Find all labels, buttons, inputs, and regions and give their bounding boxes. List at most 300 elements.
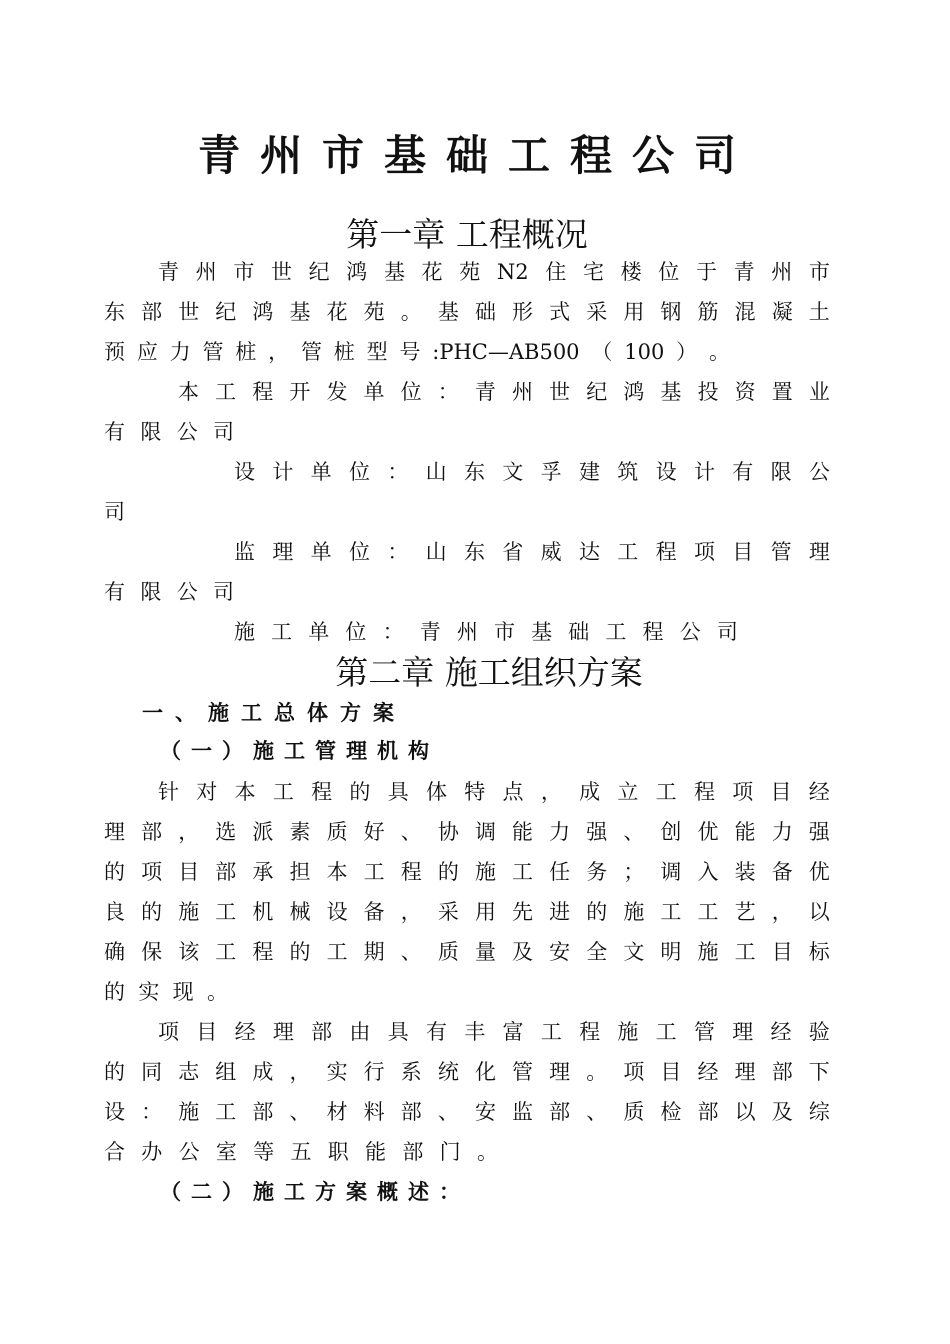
text-glyph: 施 [234,620,255,644]
text-glyph: 具 [387,780,409,804]
text-glyph: 部 [141,300,163,324]
text-glyph: 安 [549,940,571,964]
text-glyph: 办 [141,1140,163,1164]
text-glyph: 础 [568,620,590,644]
text-glyph: ， [268,340,290,364]
company-title: 青州市基础工程公司 [197,131,756,180]
text-glyph: 工 [215,380,237,404]
text-glyph: 计 [272,460,294,484]
text-glyph: 土 [808,300,830,324]
text-glyph: 监 [512,1100,534,1124]
text-glyph: 部 [252,1100,274,1124]
text-glyph: 单 [310,460,332,484]
text-glyph: 设 [326,900,348,924]
text-glyph: 世 [270,260,292,284]
text-glyph: 式 [549,300,571,324]
text-glyph: 、 [586,1100,608,1124]
text-glyph: 工 [734,940,756,964]
paragraph-line [104,332,730,372]
text-glyph: 理 [272,1020,294,1044]
text-glyph: 司 [104,500,125,524]
text-glyph: 力 [771,820,793,844]
text-glyph: 装 [734,860,756,884]
text-glyph: 理 [808,540,830,564]
text-glyph: 部 [771,1060,793,1084]
text-glyph: 纪 [308,260,330,284]
text-glyph: 志 [178,1060,200,1084]
text-glyph: 丰 [464,1020,486,1044]
text-glyph: 程 [693,780,715,804]
text-glyph: 市 [808,260,830,284]
text-glyph: 力 [549,820,571,844]
text-glyph: 采 [586,300,608,324]
text-glyph: 备 [363,900,385,924]
text-glyph: ， [540,780,562,804]
text-glyph: 世 [178,300,200,324]
text-glyph: 州 [511,380,533,404]
text-glyph: 基 [660,380,682,404]
text-glyph: 理 [549,1060,571,1084]
text-glyph: 山 [425,540,447,564]
text-glyph: 目 [660,1060,682,1084]
text-glyph: ； [623,860,645,884]
text-glyph: 花 [421,260,443,284]
text-glyph: 入 [697,860,719,884]
text-glyph: 经 [808,780,830,804]
text-glyph: 程 [400,860,422,884]
text-glyph: 。 [400,300,422,324]
text-glyph: 具 [387,1020,409,1044]
text-glyph: 目 [178,860,200,884]
text-glyph: 实 [326,1060,348,1084]
text-glyph: 工 [617,540,639,564]
paragraph-line [104,812,830,852]
text-glyph: 山 [425,460,447,484]
text-glyph: 部 [549,1100,571,1124]
text-glyph: N2 [496,260,529,284]
text-glyph: 程 [655,540,677,564]
text-glyph: 置 [771,380,793,404]
text-glyph: 工 [363,860,385,884]
text-glyph: 管 [300,340,322,364]
text-glyph: 、 [400,940,422,964]
text-glyph: 有 [104,580,125,604]
text-glyph: 施 [178,1100,200,1124]
text-glyph: 有 [732,460,754,484]
paragraph-line [234,532,830,572]
text-glyph: 强 [808,820,830,844]
text-glyph: 有 [104,420,125,444]
text-glyph: 的 [141,900,163,924]
text-glyph: 计 [693,460,715,484]
text-glyph: 经 [770,1020,792,1044]
text-glyph: 程 [579,1020,601,1044]
text-glyph: ： [387,540,409,564]
text-glyph: 青 [158,260,179,284]
text-glyph: 针 [158,780,179,804]
text-glyph: 强 [586,820,608,844]
text-glyph: 综 [808,1100,830,1124]
text-glyph: 职 [327,1140,349,1164]
text-glyph: 质 [623,1100,645,1124]
text-glyph: 程 [252,380,274,404]
text-glyph: 及 [512,940,534,964]
text-glyph: 项 [141,860,163,884]
text-glyph: 标 [808,940,830,964]
text-glyph: 验 [808,1020,830,1044]
text-glyph: 基 [437,300,459,324]
text-glyph: 部 [311,1020,333,1044]
text-glyph: 派 [252,820,274,844]
text-glyph: 桩 [333,340,355,364]
text-glyph: 混 [734,300,756,324]
text-glyph: 青 [474,380,496,404]
text-glyph: ， [400,900,422,924]
text-glyph: 门 [439,1140,461,1164]
text-glyph: 艺 [734,900,756,924]
text-glyph: 位 [400,380,422,404]
text-glyph: 、 [400,820,422,844]
text-glyph: 设 [234,460,255,484]
text-glyph: 应 [136,340,158,364]
text-glyph: 东 [463,460,485,484]
paragraph-line [234,612,738,652]
text-glyph: 素 [289,820,311,844]
text-glyph: 经 [697,1060,719,1084]
text-glyph: 承 [252,860,274,884]
text-glyph: 、 [623,820,645,844]
text-glyph: 能 [512,820,534,844]
text-glyph: 以 [808,900,830,924]
paragraph-line [104,1092,830,1132]
text-glyph: 理 [732,1020,754,1044]
text-glyph: 州 [771,260,793,284]
text-glyph: 工 [655,1020,677,1044]
text-glyph: 械 [289,900,311,924]
text-glyph: ： [387,460,409,484]
text-glyph: 管 [693,1020,715,1044]
text-glyph: 位 [658,260,680,284]
text-glyph: 项 [693,540,715,564]
text-glyph: 先 [512,900,534,924]
subsection-heading: （一）施工管理机构 [160,739,439,763]
text-glyph: 的 [586,900,608,924]
subsection-heading: （二）施工方案概述： [160,1180,470,1204]
text-glyph: 设 [104,1100,125,1124]
text-glyph: 工 [660,900,682,924]
text-glyph: 工 [540,1020,562,1044]
text-glyph: 调 [660,860,682,884]
text-glyph: 务 [586,860,608,884]
text-glyph: 以 [734,1100,756,1124]
text-glyph: 业 [808,380,830,404]
text-glyph: 东 [463,540,485,564]
text-glyph: 点 [502,780,524,804]
text-glyph: 本 [178,380,199,404]
text-glyph: 管 [202,340,224,364]
text-glyph: 司 [212,580,234,604]
text-glyph: 住 [545,260,567,284]
text-glyph: 、 [437,1100,459,1124]
text-glyph: 本 [234,780,256,804]
text-glyph: 。 [708,340,730,364]
text-glyph: 采 [437,900,459,924]
text-glyph: 础 [474,300,496,324]
text-glyph: 目 [770,780,792,804]
paragraph-line [104,972,228,1012]
text-glyph: 下 [808,1060,830,1084]
text-glyph: 系 [400,1060,422,1084]
text-glyph: 凝 [771,300,793,324]
text-glyph: 监 [234,540,255,564]
text-glyph: 调 [474,820,496,844]
chapter-2-heading: 第二章 施工组织方案 [335,653,643,692]
text-glyph: 对 [196,780,218,804]
text-glyph: 工 [271,620,293,644]
text-glyph: 实 [138,980,160,1004]
text-glyph: 工 [605,620,627,644]
paragraph-line [104,292,830,332]
text-glyph: 形 [512,300,534,324]
text-glyph: 体 [425,780,447,804]
text-glyph: 富 [502,1020,524,1044]
paragraph-line [104,572,234,612]
text-glyph: 备 [771,860,793,884]
text-glyph: 世 [549,380,571,404]
text-glyph: 孚 [540,460,562,484]
text-glyph: 100 [624,340,665,364]
text-glyph: 全 [586,940,608,964]
text-glyph: 进 [549,900,571,924]
text-glyph: 项 [158,1020,179,1044]
section-heading: 一、施工总体方案 [142,701,406,725]
text-glyph: 室 [215,1140,237,1164]
text-glyph: 鸿 [346,260,368,284]
text-glyph: 公 [178,1140,200,1164]
text-glyph: 现 [172,980,194,1004]
text-glyph: 由 [349,1020,371,1044]
text-glyph: 基 [531,620,553,644]
text-glyph: 组 [215,1060,237,1084]
paragraph-line [104,412,234,452]
text-glyph: 程 [642,620,664,644]
text-glyph: 合 [104,1140,125,1164]
text-glyph: 质 [326,820,348,844]
text-glyph: 纪 [586,380,608,404]
text-glyph: 项 [623,1060,645,1084]
text-glyph: 保 [141,940,163,964]
text-glyph: 部 [697,1100,719,1124]
text-glyph: 部 [402,1140,424,1164]
text-glyph: 检 [660,1100,682,1124]
text-glyph: 位 [348,540,370,564]
text-glyph: 行 [363,1060,385,1084]
paragraph-line [178,372,830,412]
paragraph-line [104,932,830,972]
text-glyph: 任 [549,860,571,884]
text-glyph: 达 [578,540,600,564]
paragraph-line [234,452,830,492]
text-glyph: 、 [289,1100,311,1124]
text-glyph: 的 [289,940,311,964]
paragraph-line [104,1132,498,1172]
text-glyph: 成 [252,1060,274,1084]
text-glyph: 威 [540,540,562,564]
text-glyph: 创 [660,820,682,844]
text-glyph: ， [289,1060,311,1084]
text-glyph: 用 [623,300,645,324]
text-glyph: 工 [215,1100,237,1124]
text-glyph: 经 [234,1020,256,1044]
text-glyph: ， [178,820,200,844]
text-glyph: 程 [311,780,333,804]
paragraph-line [158,252,830,292]
paragraph-line [104,892,830,932]
text-glyph: 苑 [363,300,385,324]
text-glyph: 的 [349,780,371,804]
text-glyph: 同 [141,1060,163,1084]
text-glyph: 能 [734,820,756,844]
text-glyph: 成 [579,780,601,804]
text-glyph: 基 [289,300,311,324]
text-glyph: 部 [400,1100,422,1124]
text-glyph: 公 [176,420,198,444]
text-glyph: 施 [623,900,645,924]
text-glyph: 施 [617,1020,639,1044]
text-glyph: 楼 [620,260,642,284]
text-glyph: 限 [770,460,792,484]
text-glyph: 单 [363,380,385,404]
text-glyph: ： [382,620,404,644]
text-glyph: 目 [771,940,793,964]
text-glyph: 管 [770,540,792,564]
text-glyph: 目 [732,540,754,564]
text-glyph: 于 [695,260,717,284]
text-glyph: 开 [289,380,311,404]
text-glyph: 力 [169,340,191,364]
text-glyph: 纪 [215,300,237,324]
text-glyph: 宅 [582,260,604,284]
text-glyph: 该 [178,940,200,964]
text-glyph: 工 [655,780,677,804]
text-glyph: 目 [196,1020,218,1044]
text-glyph: 限 [140,420,162,444]
text-glyph: 文 [623,940,645,964]
paragraph-line [104,492,134,532]
text-glyph: 的 [104,1060,125,1084]
text-glyph: 州 [195,260,217,284]
text-glyph: 投 [697,380,719,404]
text-glyph: 施 [474,860,496,884]
text-glyph: 位 [348,460,370,484]
text-glyph: 司 [716,620,738,644]
text-glyph: 工 [326,940,348,964]
text-glyph: 施 [178,900,200,924]
paragraph-line [158,1012,830,1052]
text-glyph: :PHC—AB500 [432,340,580,364]
text-glyph: 鸿 [252,300,274,324]
text-glyph: 司 [212,420,234,444]
text-glyph: 五 [290,1140,312,1164]
text-glyph: 及 [771,1100,793,1124]
text-glyph: 的 [104,980,125,1004]
text-glyph: 协 [437,820,459,844]
text-glyph: 良 [104,900,125,924]
text-glyph: 工 [215,900,237,924]
text-glyph: 筋 [697,300,719,324]
text-glyph: 等 [253,1140,275,1164]
text-glyph: 理 [104,820,125,844]
text-glyph: ： [141,1100,163,1124]
text-glyph: 限 [140,580,162,604]
text-glyph: 理 [272,540,294,564]
text-glyph: ， [771,900,793,924]
text-glyph: 青 [733,260,755,284]
text-glyph: 管 [512,1060,534,1084]
text-glyph: 项 [732,780,754,804]
text-glyph: 优 [697,820,719,844]
text-glyph: 好 [363,820,385,844]
chapter-1-heading: 第一章 工程概况 [346,215,588,254]
text-glyph: 建 [578,460,600,484]
text-glyph: 钢 [660,300,682,324]
text-glyph: ） [676,340,698,364]
text-glyph: 料 [363,1100,385,1124]
text-glyph: 工 [272,780,294,804]
text-glyph: 州 [456,620,478,644]
text-glyph: 青 [419,620,441,644]
text-glyph: 发 [326,380,348,404]
text-glyph: 鸿 [623,380,645,404]
paragraph-line [104,852,830,892]
text-glyph: 单 [310,540,332,564]
text-glyph: 工 [697,900,719,924]
text-glyph: 。 [586,1060,608,1084]
text-glyph: 质 [437,940,459,964]
text-glyph: 明 [660,940,682,964]
text-glyph: 苑 [459,260,481,284]
text-glyph: 安 [474,1100,496,1124]
text-glyph: 市 [233,260,255,284]
text-glyph: 能 [365,1140,387,1164]
text-glyph: 优 [808,860,830,884]
text-glyph: 花 [326,300,348,324]
text-glyph: 公 [176,580,198,604]
text-glyph: 机 [252,900,274,924]
text-glyph: 。 [206,980,228,1004]
text-glyph: 桩 [235,340,257,364]
text-glyph: 理 [734,1060,756,1084]
text-glyph: 筑 [617,460,639,484]
text-glyph: 市 [493,620,515,644]
text-glyph: 东 [104,300,125,324]
text-glyph: （ [591,340,613,364]
text-glyph: 的 [437,860,459,884]
text-glyph: 期 [363,940,385,964]
text-glyph: 化 [474,1060,496,1084]
text-glyph: 。 [476,1140,498,1164]
text-glyph: 量 [474,940,496,964]
text-glyph: 有 [425,1020,447,1044]
text-glyph: 特 [464,780,486,804]
text-glyph: 资 [734,380,756,404]
text-glyph: ： [437,380,459,404]
text-glyph: 本 [326,860,348,884]
text-glyph: 部 [141,820,163,844]
text-glyph: 型 [366,340,388,364]
text-glyph: 用 [474,900,496,924]
text-glyph: 号 [399,340,421,364]
